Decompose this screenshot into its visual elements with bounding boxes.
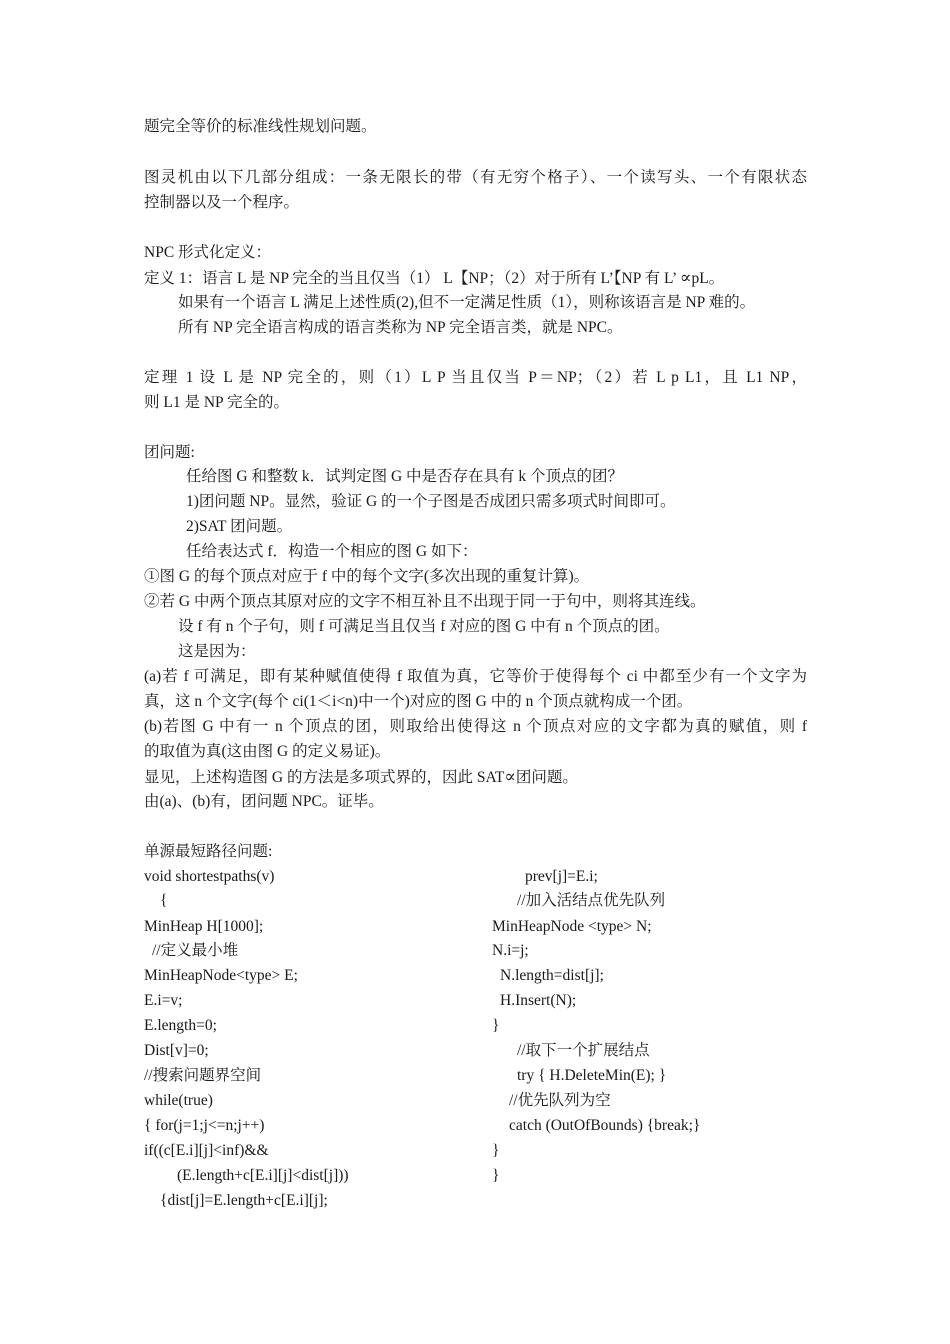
code-line: while(true): [144, 1092, 213, 1109]
code-line: if((c[E.i][j]<inf)&&: [144, 1142, 269, 1159]
code-line: MinHeap H[1000];: [144, 918, 264, 935]
npc-def1-tail: pL。: [691, 270, 725, 287]
clique-line: (a)若 f 可满足，即有某种赋值使得 f 取值为真，它等价于使得每个 ci 中都至少有一个文字为: [144, 668, 807, 685]
code-line: {dist[j]=E.length+c[E.i][j];: [160, 1192, 328, 1209]
npc-def1-reduction-symbol: ∝: [679, 268, 692, 287]
code-line: try { H.DeleteMin(E); }: [517, 1067, 667, 1084]
clique-line: ①图 G 的每个顶点对应于 f 中的每个文字(多次出现的重复计算)。: [144, 568, 590, 585]
code-line: E.i=v;: [144, 992, 183, 1009]
clique-reduction-symbol: ∝: [504, 767, 516, 786]
clique-conclusion: [144, 767, 578, 788]
code-line: {: [160, 892, 168, 909]
code-line: MinHeapNode <type> N;: [492, 918, 652, 935]
clique-line: ②若 G 中两个顶点其原对应的文字不相互补且不出现于同一于句中，则将其连线。: [144, 593, 706, 610]
npc-def1-text: 定义 1：语言 L 是 NP 完全的当且仅当（1） L【NP；（2）对于所有 L’【NP 有 L’: [144, 270, 677, 287]
code-line: void shortestpaths(v): [144, 868, 275, 885]
clique-line: 真，这 n 个文字(每个 ci(1＜i<n)中一个)对应的图 G 中的 n 个顶点就构成一个团。: [144, 693, 693, 710]
code-line: E.length=0;: [144, 1017, 217, 1034]
npc-def1: [144, 268, 724, 289]
code-comment: //加入活结点优先队列: [517, 892, 666, 909]
theorem-line-1: 定理 1 设 L 是 NP 完全的，则（1）L P 当且仅当 P＝NP；（2）若 L p L1，且 L1 NP，: [144, 369, 807, 386]
theorem-line-2: 则 L1 是 NP 完全的。: [144, 394, 289, 411]
clique-title: 团问题:: [144, 444, 195, 461]
code-line: }: [492, 1167, 500, 1184]
code-line: { for(j=1;j<=n;j++): [144, 1117, 265, 1134]
clique-line: 这是因为：: [178, 643, 256, 660]
clique-line: 任给图 G 和整数 k．试判定图 G 中是否存在具有 k 个顶点的团？: [186, 468, 624, 485]
code-comment: //搜索问题界空间: [144, 1067, 262, 1084]
code-line: }: [492, 1017, 500, 1034]
code-comment: //优先队列为空: [509, 1092, 611, 1109]
clique-line: (b)若图 G 中有一 n 个顶点的团，则取给出使得这 n 个顶点对应的文字都为真的赋值，则 f: [144, 718, 807, 735]
turing-line-2: 控制器以及一个程序。: [144, 194, 300, 211]
code-line: H.Insert(N);: [500, 992, 577, 1009]
code-line: MinHeapNode<type> E;: [144, 967, 298, 984]
clique-line: 任给表达式 f．构造一个相应的图 G 如下：: [186, 543, 478, 560]
shortest-title: 单源最短路径问题:: [144, 843, 273, 860]
intro-text: 题完全等价的标准线性规划问题。: [144, 118, 377, 135]
code-line: Dist[v]=0;: [144, 1042, 209, 1059]
clique-conclusion-text: 显见，上述构造图 G 的方法是多项式界的，因此 SAT: [144, 769, 505, 786]
npc-title: NPC 形式化定义：: [144, 244, 272, 261]
code-line: (E.length+c[E.i][j]<dist[j])): [177, 1167, 349, 1184]
code-line: }: [492, 1142, 500, 1159]
clique-line: 设 f 有 n 个子句，则 f 可满足当且仅当 f 对应的图 G 中有 n 个顶点的团。: [178, 618, 670, 635]
code-comment: //定义最小堆: [152, 942, 239, 959]
npc-line-3: 所有 NP 完全语言构成的语言类称为 NP 完全语言类，就是 NPC。: [178, 319, 623, 336]
code-comment: //取下一个扩展结点: [517, 1042, 650, 1059]
code-line: N.i=j;: [492, 942, 529, 959]
clique-line: 的取值为真(这由图 G 的定义易证)。: [144, 743, 391, 760]
code-line: prev[j]=E.i;: [525, 868, 598, 885]
turing-line-1: 图灵机由以下几部分组成：一条无限长的带（有无穷个格子）、一个读写头、一个有限状态: [144, 169, 807, 186]
clique-end: 由(a)、(b)有，团问题 NPC。证毕。: [144, 793, 384, 810]
npc-line-2: 如果有一个语言 L 满足上述性质(2),但不一定满足性质（1），则称该语言是 NP 难的。: [178, 294, 756, 311]
clique-line: 1)团问题 NP。显然，验证 G 的一个子图是否成团只需多项式时间即可。: [186, 493, 676, 510]
clique-conclusion-tail: 团问题。: [515, 769, 578, 786]
clique-line: 2)SAT 团问题。: [186, 518, 293, 535]
code-line: N.length=dist[j];: [500, 967, 604, 984]
code-line: catch (OutOfBounds) {break;}: [509, 1117, 701, 1134]
